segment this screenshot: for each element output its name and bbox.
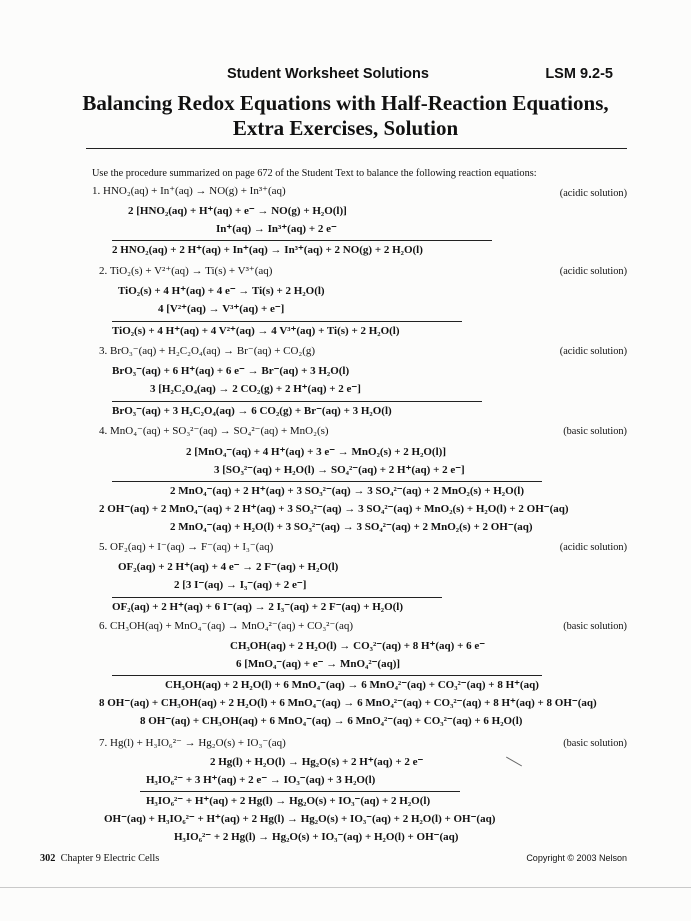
exercise-number: 1. (92, 185, 101, 197)
exercise-3-half1: BrO₃⁻(aq) + 6 H⁺(aq) + 6 e⁻ → Br⁻(aq) + 3 H₂O(l) (112, 365, 350, 377)
exercise-5-condition: (acidic solution) (559, 542, 627, 553)
exercise-3-net: BrO₃⁻(aq) + 3 H₂C₂O₄(aq) → 6 CO₂(g) + Br⁻(aq) + 3 H₂O(l) (112, 405, 392, 417)
exercise-3-half2: 3 [H₂C₂O₄(aq) → 2 CO₂(g) + 2 H⁺(aq) + 2 e⁻] (150, 383, 361, 395)
reaction-equation: Hg(l) + H₃IO₆²⁻ → Hg₂O(s) + IO₃⁻(aq) (110, 737, 286, 749)
exercise-2-half2: 4 [V²⁺(aq) → V³⁺(aq) + e⁻] (158, 303, 285, 315)
exercise-7-half2: H₃IO₆²⁻ + 3 H⁺(aq) + 2 e⁻ → IO₃⁻(aq) + 3 H₂O(l) (146, 774, 376, 786)
exercise-number: 4. (99, 425, 108, 437)
instructions: Use the procedure summarized on page 672 of the Student Text to balance the following reaction equations: (92, 168, 537, 179)
exercise-1-reaction (92, 185, 286, 198)
exercise-5-sum-line (112, 597, 442, 598)
exercise-6-reaction (99, 620, 353, 633)
page-bottom-edge (0, 887, 691, 888)
stray-pen-mark (506, 757, 522, 767)
exercise-4-net2: 2 OH⁻(aq) + 2 MnO₄⁻(aq) + 2 H⁺(aq) + 3 SO₃²⁻(aq) → 3 SO₄²⁻(aq) + MnO₂(s) + H₂O(l) + 2 OH⁻(aq) (99, 503, 569, 515)
reaction-equation: OF₂(aq) + I⁻(aq) → F⁻(aq) + I₃⁻(aq) (110, 541, 274, 553)
exercise-6-half1: CH₃OH(aq) + 2 H₂O(l) → CO₃²⁻(aq) + 8 H⁺(aq) + 6 e⁻ (230, 640, 486, 652)
exercise-4-half2: 3 [SO₃²⁻(aq) + H₂O(l) → SO₄²⁻(aq) + 2 H⁺(aq) + 2 e⁻] (214, 464, 465, 476)
exercise-7-sum-line (140, 791, 460, 792)
page-title-line2: Extra Exercises, Solution (232, 116, 459, 140)
exercise-6-condition: (basic solution) (563, 621, 627, 632)
exercise-4-net3: 2 MnO₄⁻(aq) + H₂O(l) + 3 SO₃²⁻(aq) → 3 SO₄²⁻(aq) + 2 MnO₂(s) + 2 OH⁻(aq) (170, 521, 533, 533)
exercise-6-half2: 6 [MnO₄⁻(aq) + e⁻ → MnO₄²⁻(aq)] (236, 658, 401, 670)
worksheet-header-code: LSM 9.2-5 (545, 66, 613, 82)
exercise-6-sum-line (112, 675, 542, 676)
exercise-1-net: 2 HNO₂(aq) + 2 H⁺(aq) + In⁺(aq) → In³⁺(aq) + 2 NO(g) + 2 H₂O(l) (112, 244, 423, 256)
exercise-2-reaction (99, 265, 272, 278)
exercise-6-net3: 8 OH⁻(aq) + CH₃OH(aq) + 6 MnO₄⁻(aq) → 6 MnO₄²⁻(aq) + CO₃²⁻(aq) + 6 H₂O(l) (140, 715, 523, 727)
exercise-1-condition: (acidic solution) (559, 188, 627, 199)
exercise-1-sum-line (112, 240, 492, 241)
reaction-equation: BrO₃⁻(aq) + H₂C₂O₄(aq) → Br⁻(aq) + CO₂(g) (110, 345, 316, 357)
exercise-7-reaction (99, 737, 286, 750)
exercise-7-net1: H₃IO₆²⁻ + H⁺(aq) + 2 Hg(l) → Hg₂O(s) + IO₃⁻(aq) + 2 H₂O(l) (146, 795, 431, 807)
title-divider (86, 148, 627, 149)
exercise-7-net3: H₃IO₆²⁻ + 2 Hg(l) → Hg₂O(s) + IO₃⁻(aq) + H₂O(l) + OH⁻(aq) (174, 831, 459, 843)
exercise-4-sum-line (112, 481, 542, 482)
exercise-number: 3. (99, 345, 108, 357)
copyright-notice: Copyright © 2003 Nelson (526, 853, 627, 863)
page-footer-left (40, 853, 159, 864)
exercise-7-net2: OH⁻(aq) + H₃IO₆²⁻ + H⁺(aq) + 2 Hg(l) → Hg₂O(s) + IO₃⁻(aq) + 2 H₂O(l) + OH⁻(aq) (104, 813, 496, 825)
exercise-2-condition: (acidic solution) (559, 266, 627, 277)
exercise-number: 7. (99, 737, 108, 749)
exercise-2-half1: TiO₂(s) + 4 H⁺(aq) + 4 e⁻ → Ti(s) + 2 H₂O(l) (118, 285, 325, 297)
exercise-4-half1: 2 [MnO₄⁻(aq) + 4 H⁺(aq) + 3 e⁻ → MnO₂(s) + 2 H₂O(l)] (186, 446, 446, 458)
page-title-line1: Balancing Redox Equations with Half-Reaction Equations, (82, 91, 609, 115)
exercise-7-half1: 2 Hg(l) + H₂O(l) → Hg₂O(s) + 2 H⁺(aq) + 2 e⁻ (210, 756, 424, 768)
exercise-4-net1: 2 MnO₄⁻(aq) + 2 H⁺(aq) + 3 SO₃²⁻(aq) → 3 SO₄²⁻(aq) + 2 MnO₂(s) + H₂O(l) (170, 485, 525, 497)
exercise-4-condition: (basic solution) (563, 426, 627, 437)
reaction-equation: MnO₄⁻(aq) + SO₃²⁻(aq) → SO₄²⁻(aq) + MnO₂(s) (110, 425, 329, 437)
exercise-1-half1: 2 [HNO₂(aq) + H⁺(aq) + e⁻ → NO(g) + H₂O(l)] (128, 205, 347, 217)
chapter-label: Chapter 9 Electric Cells (60, 853, 160, 864)
exercise-5-half2: 2 [3 I⁻(aq) → I₃⁻(aq) + 2 e⁻] (174, 579, 307, 591)
reaction-equation: TiO₂(s) + V²⁺(aq) → Ti(s) + V³⁺(aq) (109, 265, 273, 277)
reaction-equation: CH₃OH(aq) + MnO₄⁻(aq) → MnO₄²⁻(aq) + CO₃²⁻(aq) (110, 620, 353, 632)
exercise-number: 5. (99, 541, 108, 553)
page-number: 302 (40, 853, 56, 864)
exercise-5-net: OF₂(aq) + 2 H⁺(aq) + 6 I⁻(aq) → 2 I₃⁻(aq) + 2 F⁻(aq) + H₂O(l) (112, 601, 404, 613)
reaction-equation: HNO₂(aq) + In⁺(aq) → NO(g) + In³⁺(aq) (103, 185, 286, 197)
exercise-1-half2: In⁺(aq) → In³⁺(aq) + 2 e⁻ (216, 223, 337, 235)
exercise-5-half1: OF₂(aq) + 2 H⁺(aq) + 4 e⁻ → 2 F⁻(aq) + H₂O(l) (118, 561, 339, 573)
exercise-number: 2. (99, 265, 108, 277)
worksheet-header-left: Student Worksheet Solutions (227, 66, 429, 82)
exercise-3-reaction (99, 345, 315, 358)
exercise-5-reaction (99, 541, 273, 554)
exercise-3-condition: (acidic solution) (559, 346, 627, 357)
exercise-3-sum-line (112, 401, 482, 402)
exercise-number: 6. (99, 620, 108, 632)
exercise-6-net2: 8 OH⁻(aq) + CH₃OH(aq) + 2 H₂O(l) + 6 MnO₄⁻(aq) → 6 MnO₄²⁻(aq) + CO₃²⁻(aq) + 8 H⁺(aq) + 8 OH⁻(aq) (99, 697, 597, 709)
exercise-6-net1: CH₃OH(aq) + 2 H₂O(l) + 6 MnO₄⁻(aq) → 6 MnO₄²⁻(aq) + CO₃²⁻(aq) + 8 H⁺(aq) (165, 679, 539, 691)
exercise-2-sum-line (112, 321, 462, 322)
exercise-2-net: TiO₂(s) + 4 H⁺(aq) + 4 V²⁺(aq) → 4 V³⁺(aq) + Ti(s) + 2 H₂O(l) (112, 325, 400, 337)
exercise-7-condition: (basic solution) (563, 738, 627, 749)
exercise-4-reaction (99, 425, 329, 438)
